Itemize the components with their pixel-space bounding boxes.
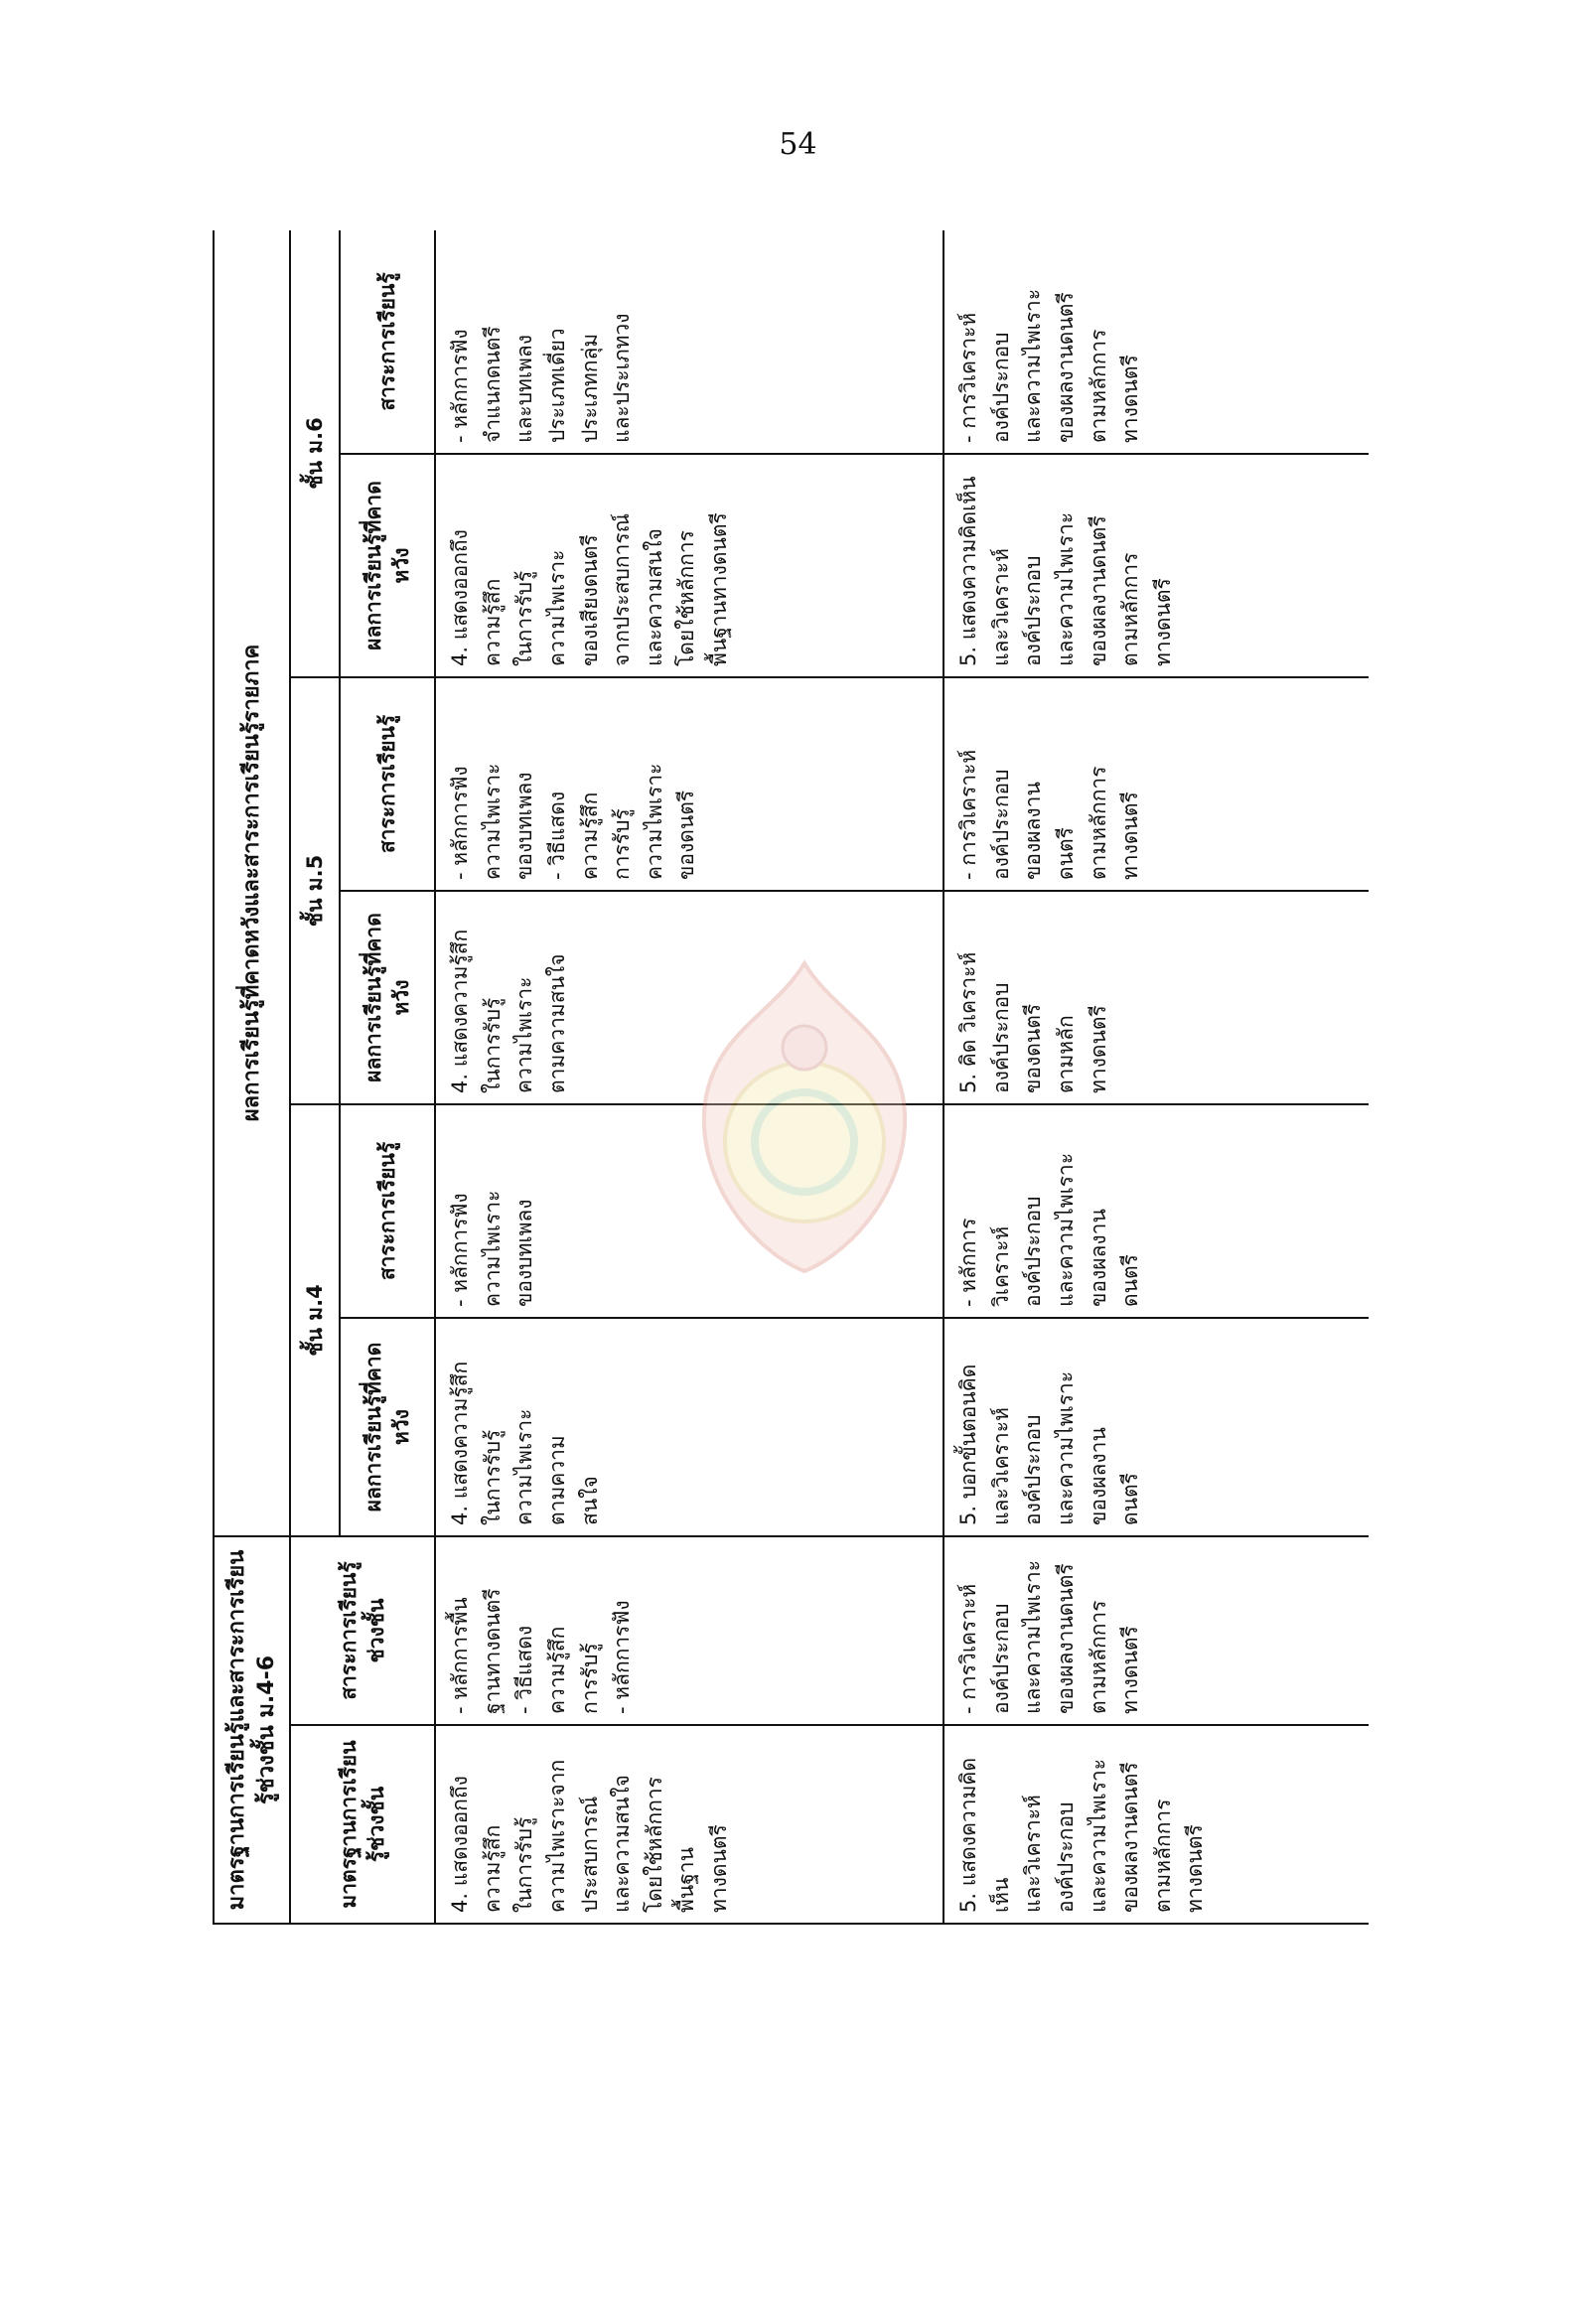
cell-m5-outcome: 4. แสดงความรู้สึก ในการรับรู้ ความไพเราะ ตามความสนใจ: [435, 891, 943, 1104]
cell-std: 5. แสดงความคิดเห็น และวิเคราะห์ องค์ประกอบ และความไพเราะ ของผลงานดนตรี ตามหลักการ ทางดนตรี: [943, 1725, 1369, 1924]
header-std-content-col: สาระการเรียนรู้ช่วงชั้น: [290, 1536, 435, 1725]
table-row: [943, 230, 1369, 1924]
emblem-watermark-icon: [655, 953, 953, 1281]
cell-std: 4. แสดงออกถึง ความรู้สึก ในการรับรู้ ความไพเราะจาก ประสบการณ์ และความสนใจ โดยใช้หลักการ พื้นฐาน ทางดนตรี: [435, 1725, 943, 1924]
cell-m4-outcome: 4. แสดงความรู้สึก ในการรับรู้ ความไพเราะ ตามความ สนใจ: [435, 1318, 943, 1536]
cell-m6-outcome: 5. แสดงความคิดเห็น และวิเคราะห์ องค์ประกอบ และความไพเราะ ของผลงานดนตรี ตามหลักการ ทางดนตรี: [943, 454, 1369, 677]
cell-m4-outcome: 5. บอกขั้นตอนคิด และวิเคราะห์ องค์ประกอบ และความไพเราะ ของผลงาน ดนตรี: [943, 1318, 1369, 1536]
header-m5-outcome: ผลการเรียนรู้ที่คาดหวัง: [340, 891, 435, 1104]
cell-m4-content: - หลักการ วิเคราะห์ องค์ประกอบ และความไพเราะ ของผลงาน ดนตรี: [943, 1104, 1369, 1318]
header-m6-outcome: ผลการเรียนรู้ที่คาดหวัง: [340, 454, 435, 677]
cell-m6-content: - การวิเคราะห์ องค์ประกอบ และความไพเราะ ของผลงานดนตรี ตามหลักการ ทางดนตรี: [943, 230, 1369, 454]
header-m4-content: สาระการเรียนรู้: [340, 1104, 435, 1318]
cell-m6-content: - หลักการฟัง จำแนกดนตรี และบทเพลง ประเภทเดี่ยว ประเภทกลุ่ม และประเภทวง: [435, 230, 943, 454]
header-m5-content: สาระการเรียนรู้: [340, 677, 435, 891]
cell-std-content: - หลักการพื้น ฐานทางดนตรี - วิธีแสดง ความรู้สึก การรับรู้ - หลักการฟัง: [435, 1536, 943, 1725]
header-std-col: มาตรฐานการเรียนรู้ช่วงชั้น: [290, 1725, 435, 1924]
page-number: 54: [779, 127, 817, 162]
cell-m5-content: - หลักการฟัง ความไพเราะ ของบทเพลง - วิธีแสดง ความรู้สึก การรับรู้ ความไพเราะ ของดนตรี: [435, 677, 943, 891]
header-grade-m5: ชั้น ม.5: [290, 677, 340, 1104]
cell-m6-outcome: 4. แสดงออกถึง ความรู้สึก ในการรับรู้ ความไพเราะ ของเสียงดนตรี จากประสบการณ์ และความสนใจ โดยใช้หลักการ พื้นฐานทางดนตรี: [435, 454, 943, 677]
header-standards: มาตรฐานการเรียนรู้และสาระการเรียนรู้ช่วงชั้น ม.4-6: [214, 1536, 290, 1924]
cell-std-content: - การวิเคราะห์ องค์ประกอบ และความไพเราะ ของผลงานดนตรี ตามหลักการ ทางดนตรี: [943, 1536, 1369, 1725]
header-grade-m4: ชั้น ม.4: [290, 1104, 340, 1536]
cell-m5-content: - การวิเคราะห์ องค์ประกอบ ของผลงาน ดนตรี ตามหลักการ ทางดนตรี: [943, 677, 1369, 891]
header-m4-outcome: ผลการเรียนรู้ที่คาดหวัง: [340, 1318, 435, 1536]
header-grade-m6: ชั้น ม.6: [290, 230, 340, 677]
cell-m4-content: - หลักการฟัง ความไพเราะ ของบทเพลง: [435, 1104, 943, 1318]
header-m6-content: สาระการเรียนรู้: [340, 230, 435, 454]
header-expected: ผลการเรียนรู้ที่คาดหวังและสาระการเรียนรู้รายภาค: [214, 230, 290, 1536]
cell-m5-outcome: 5. คิด วิเคราะห์ องค์ประกอบ ของดนตรี ตามหลัก ทางดนตรี: [943, 891, 1369, 1104]
